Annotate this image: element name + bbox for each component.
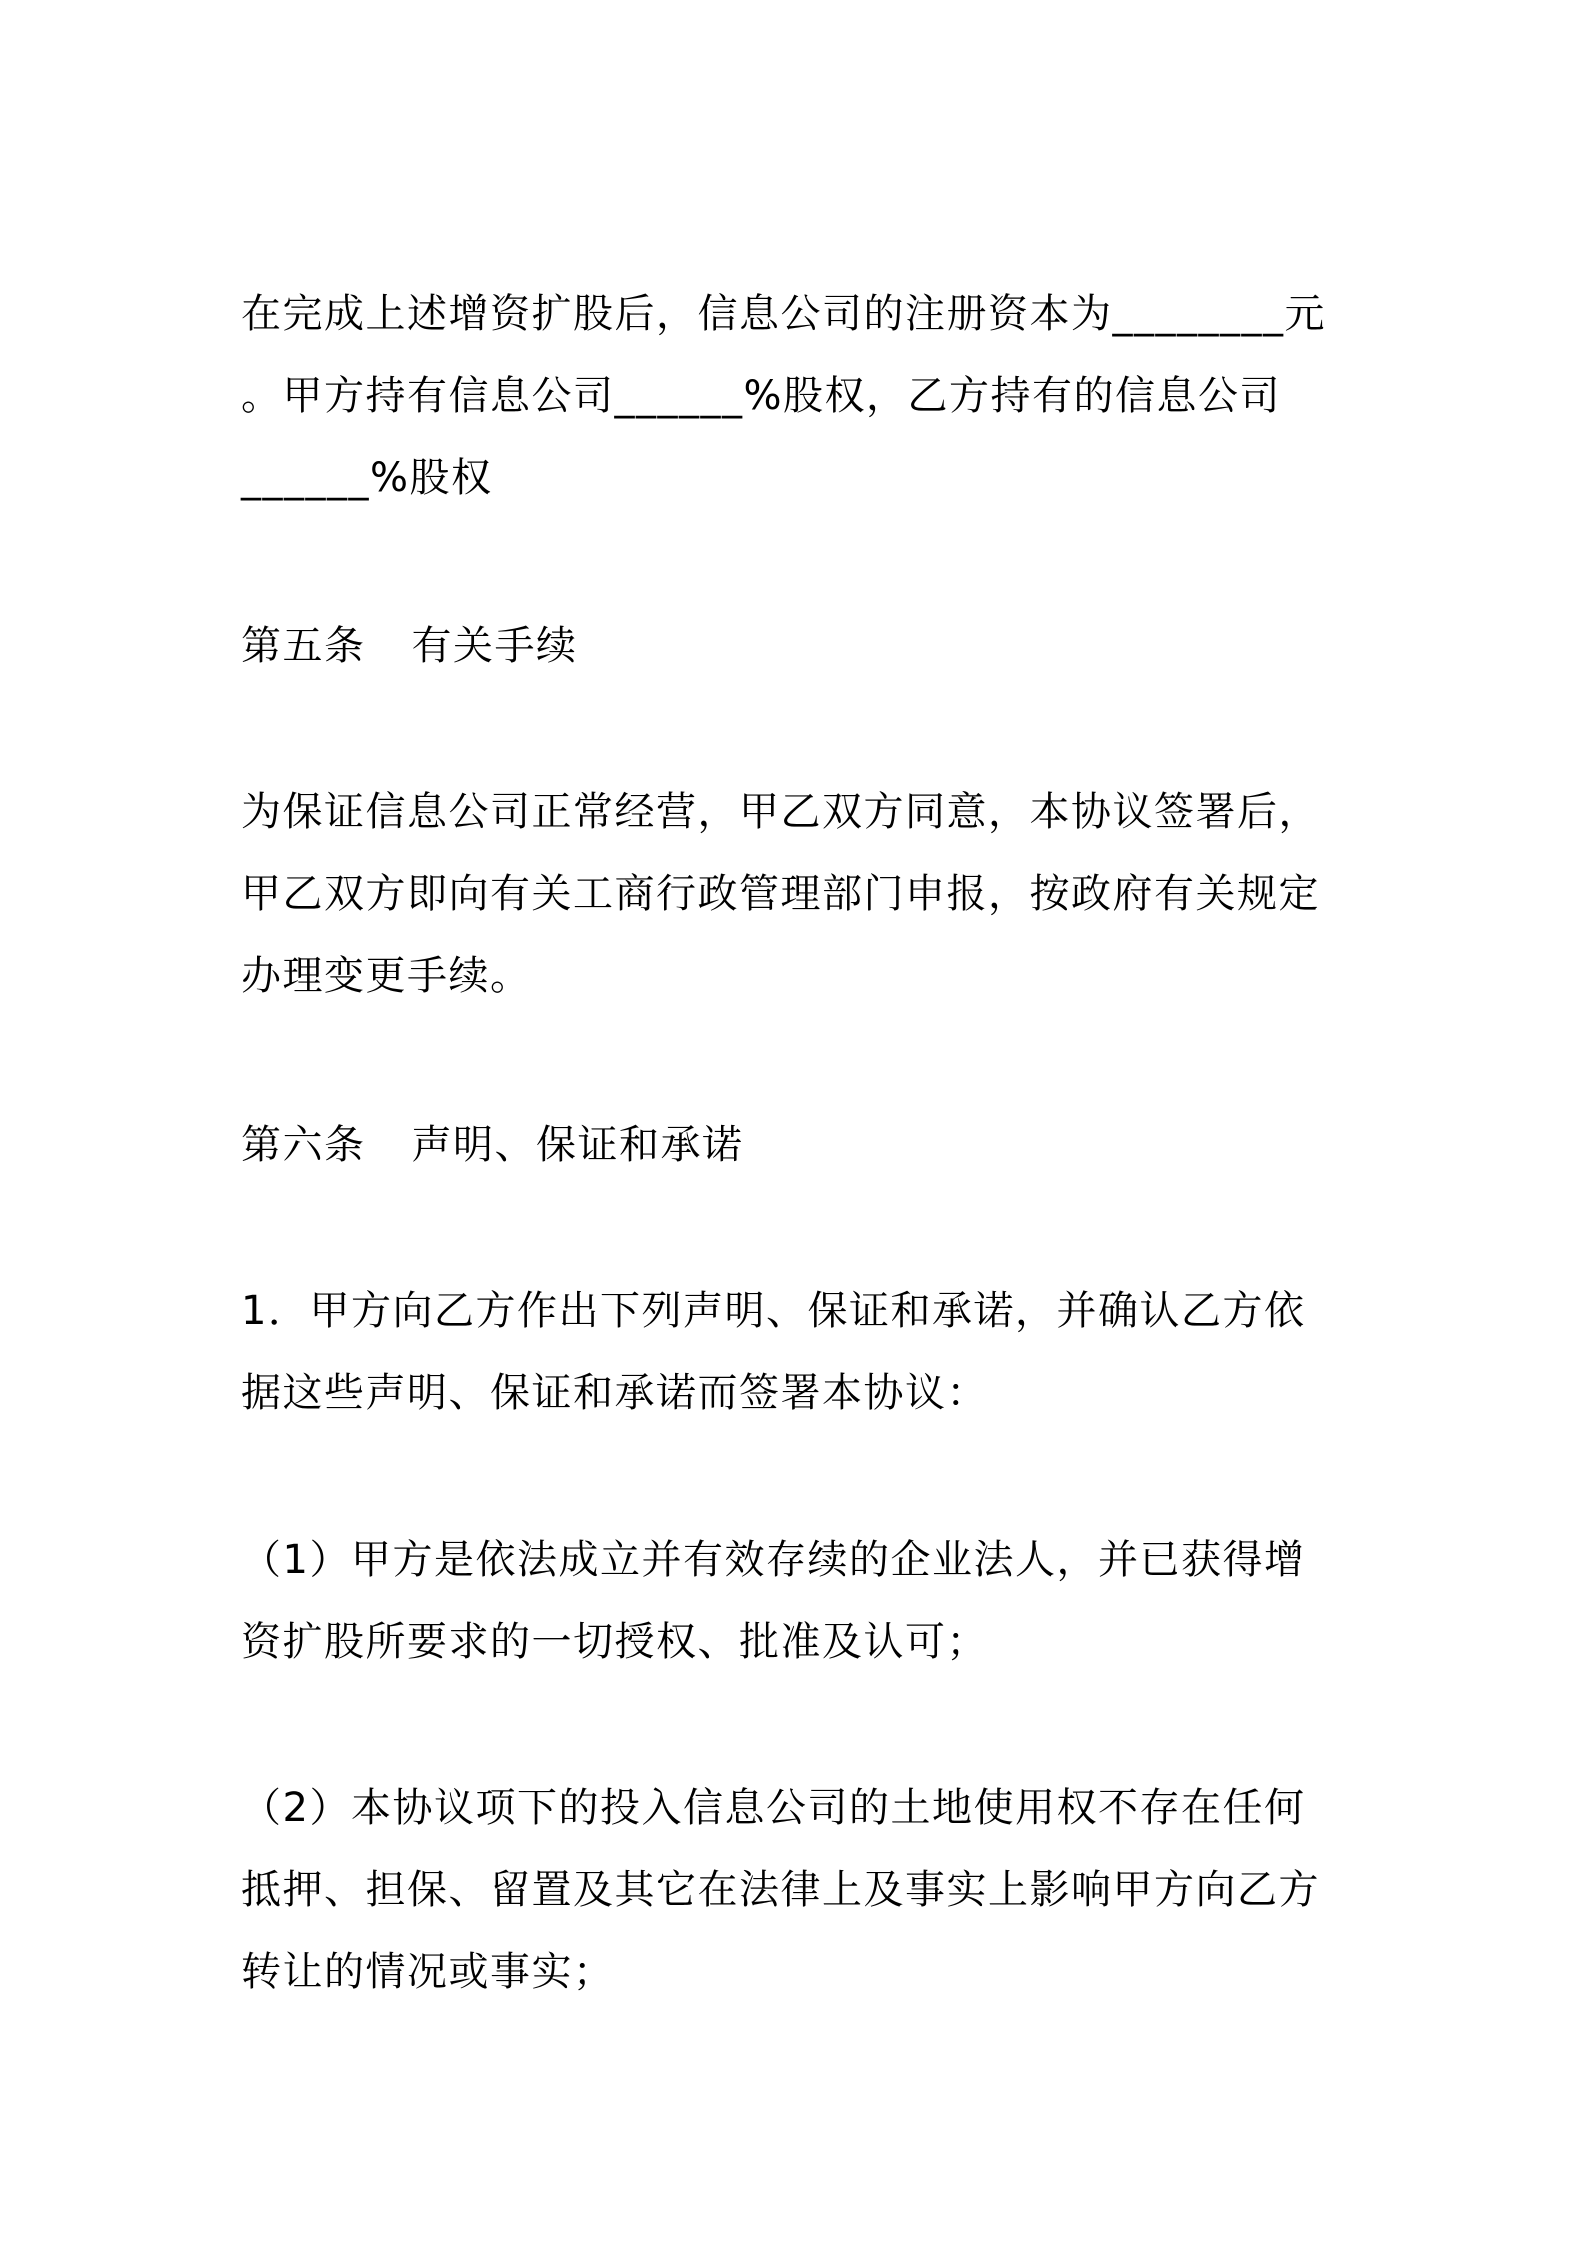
article-5-title: 有关手续 xyxy=(411,623,578,669)
article-6-heading xyxy=(241,1121,1361,1169)
sub-item-2-line-1: （2）本协议项下的投入信息公司的土地使用权不存在任何 xyxy=(241,1785,1306,1831)
item-1-line-1: 1．甲方向乙方作出下列声明、保证和承诺，并确认乙方依 xyxy=(241,1288,1306,1334)
procedures-paragraph-line-2: 甲乙双方即向有关工商行政管理部门申报，按政府有关规定 xyxy=(241,871,1320,917)
article-6-title: 声明、保证和承诺 xyxy=(411,1122,744,1168)
procedures-paragraph-line-3: 办理变更手续。 xyxy=(241,953,532,999)
article-5-number: 第五条 xyxy=(241,623,366,669)
sub-item-2-line-2: 抵押、担保、留置及其它在法律上及事实上影响甲方向乙方 xyxy=(241,1867,1320,1913)
procedures-paragraph-line-1: 为保证信息公司正常经营，甲乙双方同意，本协议签署后， xyxy=(241,789,1320,835)
article-6-number: 第六条 xyxy=(241,1122,366,1168)
sub-item-1-line-1: （1）甲方是依法成立并有效存续的企业法人，并已获得增 xyxy=(241,1537,1306,1583)
sub-item-1-line-2: 资扩股所要求的一切授权、批准及认可； xyxy=(241,1619,988,1665)
item-1-line-2: 据这些声明、保证和承诺而签署本协议： xyxy=(241,1370,988,1416)
capital-paragraph-line-1: 在完成上述增资扩股后，信息公司的注册资本为________元 xyxy=(241,291,1326,337)
article-5-heading xyxy=(241,622,1361,670)
capital-paragraph-line-3: ______%股权 xyxy=(241,455,493,501)
sub-item-2-line-3: 转让的情况或事实； xyxy=(241,1949,615,1995)
capital-paragraph-line-2: 。甲方持有信息公司______%股权，乙方持有的信息公司 xyxy=(241,373,1282,419)
